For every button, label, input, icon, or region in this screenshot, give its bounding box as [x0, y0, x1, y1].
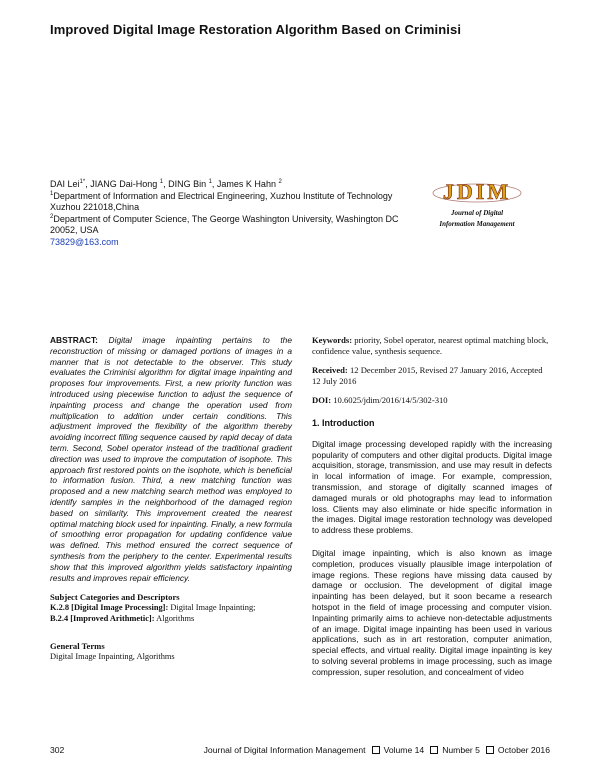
footer-date: October 2016 — [497, 745, 550, 755]
author-block — [50, 179, 410, 248]
author-names: DAI Lei$^{1*}$, JIANG Dai-Hong $^1$, DING Bin $^1$, James K Hahn $^2$ — [50, 179, 282, 189]
footer-journal-info — [204, 745, 550, 755]
jdim-logo-text: JDIM — [442, 179, 512, 204]
logo-journal-line-2: Information Management — [439, 219, 515, 228]
doi: DOI: 10.6025/jdim/2016/14/5/302-310 — [312, 395, 448, 405]
jdim-logo-graphic — [429, 177, 525, 207]
abstract: ABSTRACT: Digital image inpainting pertains to the reconstruction of missing or damaged portions of images in a manner that is not detectable to the observer. This study evaluates the Criminisi algorithm for digital image inpainting and proposes four improvements. First, a new priority function was introduced using piecewise function to adjust the sequence of inpainting process and change the operation used from multiplication to addition under certain conditions. This adjustment improved the flexibility of the algorithm thereby avoiding incorrect filling sequence caused by rapid decay of data term. Second, Sobel operator instead of the traditional gradient direction was used to improve the computation of isophote. This approach first restored points on the isophote, which is beneficial to information fusion. Third, a new matching function was proposed and a new matching search method was employed to identify samples in the neighborhood of the damaged region based on similarity. This improvement created the nearest optimal matching block used for inpainting. Finally, a new formula of smoothing error propagation for updating confidence value was defined. This method ensured the correct sequence of synthesis from the periphery to the center. Experimental results show that this improved algorithm yields satisfactory inpainting results and improves repair efficiency. — [50, 335, 292, 583]
subject-categories-heading: Subject Categories and Descriptors — [50, 592, 180, 603]
paper-title: Improved Digital Image Restoration Algorithm Based on Criminisi — [50, 22, 462, 37]
keywords: Keywords: priority, Sobel operator, nearest optimal matching block, confidence value, synthesis sequence. — [312, 335, 549, 356]
subject-line-2: B.2.4 [Improved Arithmetic]: Algorithms — [50, 613, 195, 623]
footer-number: Number 5 — [442, 745, 480, 755]
footer-volume: Volume 14 — [383, 745, 425, 755]
left-column — [50, 335, 292, 662]
right-column — [312, 335, 552, 687]
logo-journal-line-1: Journal of Digital — [450, 209, 504, 217]
affiliation-2: $^2$Department of Computer Science, The George Washington University, Washington DC 20052, USA — [50, 213, 399, 235]
square-bullet-icon — [430, 746, 438, 754]
page-number: 302 — [50, 745, 65, 755]
intro-paragraph-2: Digital image inpainting, which is also known as image completion, produces visually plausible image interpolation of image regions. These regions have missing data caused by damage or occlusion. The development of digital image inpainting has been delayed, but it soon became a research hotspot in the field of image processing and computer vision. Inpainting primarily aims to achieve non-detectable adjustments of an image. Digital image inpainting has been used in various applications, such as in art restoration, computer animation, special effects, and virtual reality. Digital image inpainting is key to solving several problems in image processing, such as image compression, super resolution, and concealment of video — [312, 547, 552, 677]
journal-logo — [412, 177, 542, 228]
footer-journal-name: Journal of Digital Information Management — [203, 745, 366, 755]
subject-line-1: K.2.8 [Digital Image Processing]: Digital Image Inpainting; — [50, 603, 256, 613]
square-bullet-icon — [372, 746, 380, 754]
author-email[interactable]: 73829@163.com — [50, 236, 119, 247]
received-dates: Received: 12 December 2015, Revised 27 January 2016, Accepted 12 July 2016 — [312, 365, 543, 386]
affiliation-1: $^1$Department of Information and Electrical Engineering, Xuzhou Institute of Technology Xuzhou 221018,China — [50, 190, 393, 212]
section-heading-introduction: 1. Introduction — [312, 418, 375, 428]
intro-paragraph-1: Digital image processing developed rapidly with the increasing popularity of computers and other digital products. Digital image acquisition, storage, transmission, and use may result in defects in local information of image. For example, compression, transmission, and storage of digitally scanned images of damaged murals or old photographs may lead to information loss. Clients may also eliminate or hide specific information in the images. Digital image restoration technology was developed to address these problems. — [312, 438, 552, 536]
square-bullet-icon — [486, 746, 494, 754]
general-terms-text: Digital Image Inpainting, Algorithms — [50, 651, 175, 661]
page-footer — [50, 745, 550, 755]
general-terms-heading: General Terms — [50, 640, 105, 651]
